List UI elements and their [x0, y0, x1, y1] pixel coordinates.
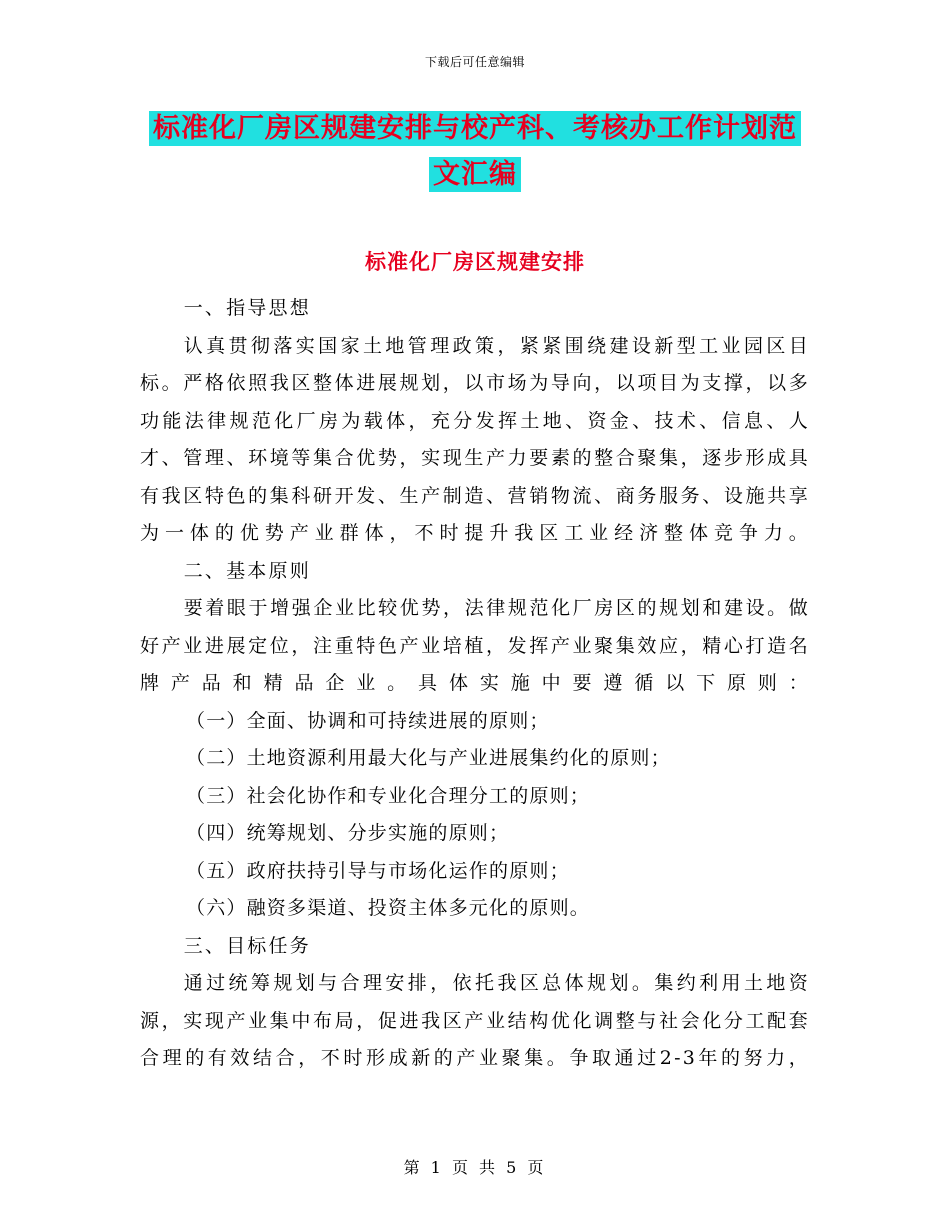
document-title: [140, 106, 810, 198]
principle-item-2: （二）土地资源利用最大化与产业进展集约化的原则；: [186, 747, 671, 769]
document-title-line-1: 标准化厂房区规建安排与校产科、考核办工作计划范: [149, 111, 801, 146]
principle-item-4: （四）统筹规划、分步实施的原则；: [186, 822, 510, 844]
section-title: 标准化厂房区规建安排: [365, 249, 585, 274]
document-body: [140, 290, 810, 1078]
paragraph-guiding-ideology: 认真贯彻落实国家土地管理政策，紧紧围绕建设新型工业园区目标。严格依照我区整体进展规划，以市场为导向，以项目为支撑，以多功能法律规范化厂房为载体，充分发挥土地、资金、技术、信息、人才、管理、环境等集合优势，实现生产力要素的整合聚集，逐步形成具有我区特色的集科研开发、生产制造、营销物流、商务服务、设施共享为一体的优势产业群体，不时提升我区工业经济整体竞争力。: [140, 334, 810, 544]
heading-objectives: 三、目标任务: [183, 934, 311, 957]
principle-item-5: （五）政府扶持引导与市场化运作的原则；: [186, 859, 570, 882]
principle-item-1: （一）全面、协调和可持续进展的原则；: [186, 709, 550, 732]
principle-item-6: （六）融资多渠道、投资主体多元化的原则。: [186, 897, 591, 919]
heading-basic-principles: 二、基本原则: [183, 559, 311, 582]
document-title-line-2: 文汇编: [429, 157, 521, 192]
header-note: 下载后可任意编辑: [424, 55, 525, 69]
paragraph-basic-principles: 要着眼于增强企业比较优势，法律规范化厂房区的规划和建设。做好产业进展定位，注重特色产业培植，发挥产业聚集效应，精心打造名牌产品和精品企业。具体实施中要遵循以下原则：: [140, 597, 810, 694]
principle-item-3: （三）社会化协作和专业化合理分工的原则；: [186, 784, 591, 807]
paragraph-objectives: 通过统筹规划与合理安排，依托我区总体规划。集约利用土地资源，实现产业集中布局，促进我区产业结构优化调整与社会化分工配套合理的有效结合，不时形成新的产业聚集。争取通过2-3年的努力，: [140, 972, 810, 1069]
heading-guiding-ideology: 一、指导思想: [183, 297, 311, 319]
page-footer: 第 1 页 共 5 页: [403, 1158, 547, 1177]
